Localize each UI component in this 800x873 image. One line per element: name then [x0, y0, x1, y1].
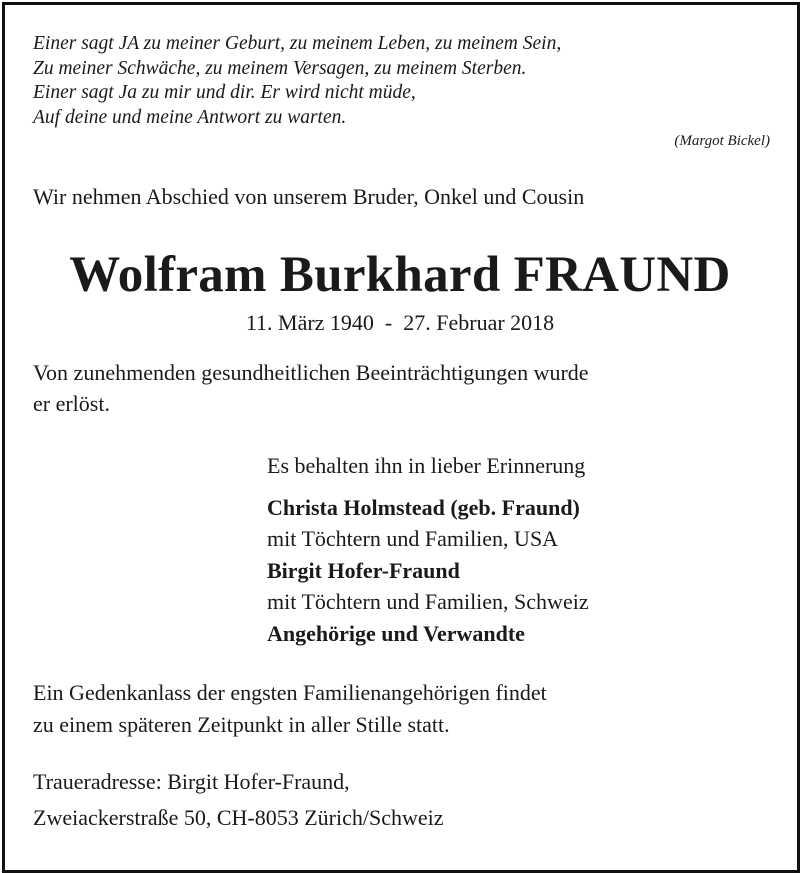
- poem-line: Einer sagt Ja zu mir und dir. Er wird nicht müde,: [33, 82, 416, 103]
- spacer: [267, 482, 589, 492]
- mourner-detail: mit Töchtern und Familien, USA: [267, 526, 559, 551]
- release-line: Von zunehmenden gesundheitlichen Beeinträchtigungen wurde: [33, 360, 589, 385]
- mourners-closing: Angehörige und Verwandte: [267, 620, 525, 646]
- release-text: [33, 357, 589, 419]
- mourners-heading: Es behalten ihn in lieber Erinnerung: [267, 453, 586, 478]
- poem-line: Einer sagt JA zu meiner Geburt, zu meinem Leben, zu meinem Sein,: [33, 33, 562, 54]
- mourning-address: [33, 764, 444, 836]
- memorial-line: zu einem späteren Zeitpunkt in aller Stille statt.: [33, 712, 450, 737]
- memorial-line: Ein Gedenkanlass der engsten Familienangehörigen findet: [33, 680, 547, 705]
- poem-line: Auf deine und meine Antwort zu warten.: [33, 106, 347, 128]
- poem-line: Zu meiner Schwäche, zu meinem Versagen, zu meinem Sterben.: [33, 57, 527, 79]
- deceased-name: Wolfram Burkhard FRAUND: [69, 247, 731, 303]
- life-dates: 11. März 1940 - 27. Februar 2018: [245, 310, 555, 335]
- memorial-notice: [33, 677, 547, 741]
- mourner-name: Birgit Hofer-Fraund: [267, 557, 460, 583]
- poem: [33, 32, 561, 130]
- farewell-intro: Wir nehmen Abschied von unserem Bruder, Onkel und Cousin: [33, 184, 585, 209]
- mourner-detail: mit Töchtern und Familien, Schweiz: [267, 589, 589, 614]
- mourner-name: Christa Holmstead (geb. Fraund): [267, 494, 580, 520]
- poem-author: (Margot Bickel): [674, 133, 770, 149]
- address-line: Zweiackerstraße 50, CH-8053 Zürich/Schweiz: [33, 805, 444, 830]
- release-line: er erlöst.: [33, 391, 110, 416]
- address-line: Traueradresse: Birgit Hofer-Fraund,: [33, 769, 350, 794]
- mourners-block: [267, 450, 589, 649]
